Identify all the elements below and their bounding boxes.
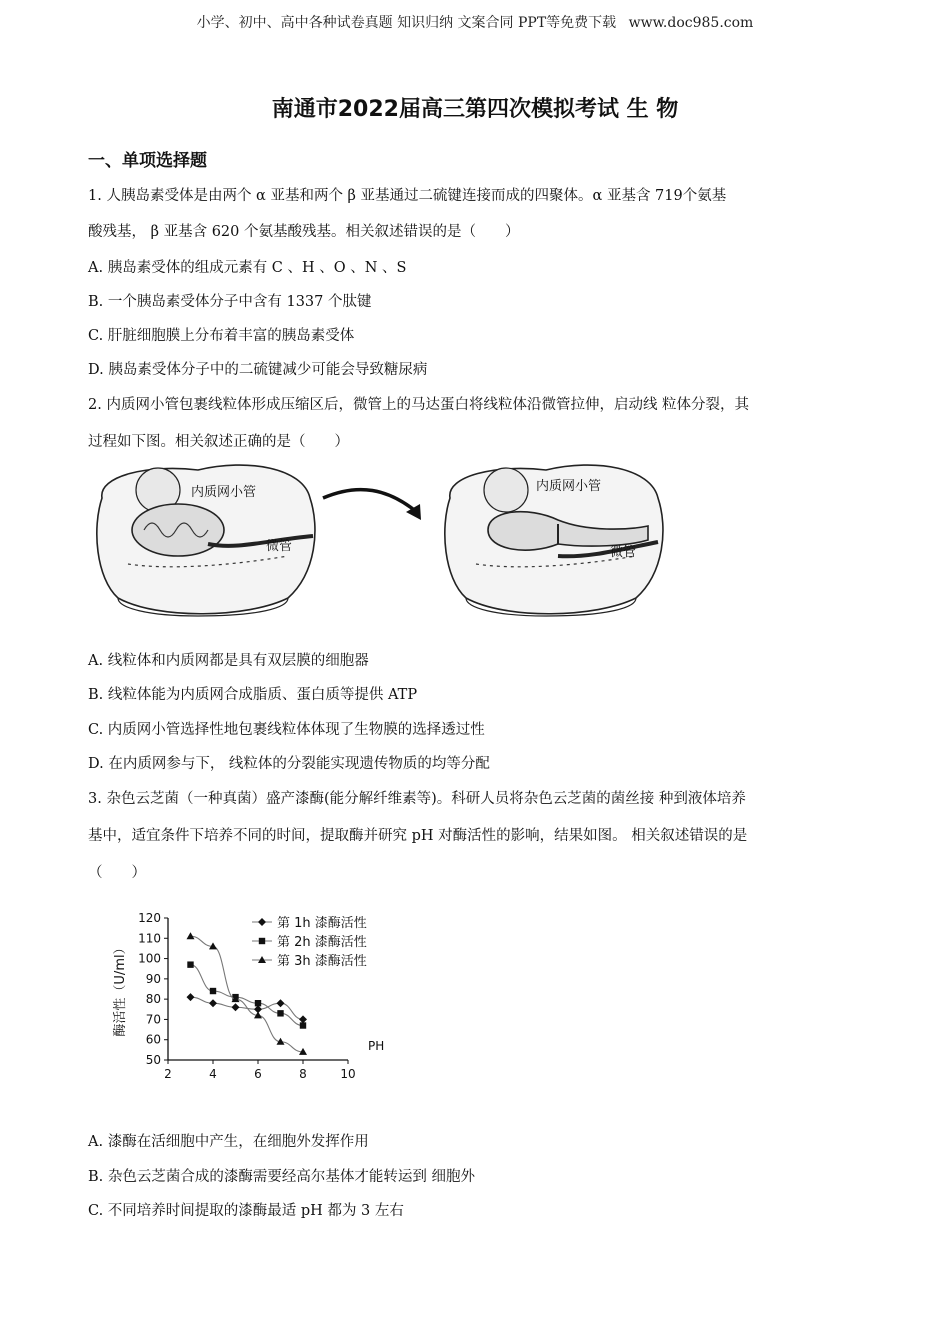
q2-stem-line1: 2. 内质网小管包裹线粒体形成压缩区后，微管上的马达蛋白将线粒体沿微管拉伸，启动线 粒体分裂，其 xyxy=(88,397,750,413)
q2-option-b: B. 线粒体能为内质网合成脂质、蛋白质等提供 ATP xyxy=(88,687,418,703)
y-tick-label: 120 xyxy=(138,911,161,925)
series-2-point xyxy=(210,988,216,994)
y-tick-label: 100 xyxy=(138,951,161,966)
header-url[interactable]: www.doc985.com xyxy=(628,15,754,31)
q1-option-c: C. 肝脏细胞膜上分布着丰富的胰岛素受体 xyxy=(88,328,355,344)
series-2-point xyxy=(300,1022,306,1028)
legend-label-1: 第 1h 漆酶活性 xyxy=(277,916,367,931)
series-1-point xyxy=(187,993,195,1001)
q3-stem-line1: 3. 杂色云芝菌（一种真菌）盛产漆酶(能分解纤维素等)。科研人员将杂色云芝菌的菌丝接 种到液体培养 xyxy=(88,791,746,807)
page-header xyxy=(0,12,950,32)
label-er: 内质网小管 xyxy=(191,485,257,500)
mitochondrion xyxy=(132,504,224,556)
x-axis-title: PH xyxy=(368,1039,385,1053)
x-tick-label: 10 xyxy=(340,1067,356,1081)
x-tick-label: 4 xyxy=(209,1067,217,1081)
y-tick-label: 50 xyxy=(145,1053,161,1067)
legend-label-3: 第 3h 漆酶活性 xyxy=(277,954,367,969)
q1-stem-line1: 1. 人胰岛素受体是由两个 α 亚基和两个 β 亚基通过二硫键连接而成的四聚体。α 亚基含 719个氨基 xyxy=(88,188,727,204)
label-mt: 微管 xyxy=(266,539,293,554)
q3-stem-line2: 基中，适宜条件下培养不同的时间，提取酶并研究 pH 对酶活性的影响，结果如图。 相关叙述错误的是 xyxy=(88,828,748,844)
q1-option-b: B. 一个胰岛素受体分子中含有 1337 个肽键 xyxy=(88,294,372,310)
series-3-point xyxy=(187,932,195,939)
q3-option-c: C. 不同培养时间提取的漆酶最适 pH 都为 3 左右 xyxy=(88,1203,404,1219)
series-1-point xyxy=(232,1003,240,1011)
label-mt-right: 微管 xyxy=(610,545,637,560)
cell-before xyxy=(97,465,315,616)
legend-marker-1 xyxy=(258,918,266,926)
q3-option-b: B. 杂色云芝菌合成的漆酶需要经高尔基体才能转运到 细胞外 xyxy=(88,1169,475,1185)
series-2-point xyxy=(277,1010,283,1016)
q2-stem-line2: 过程如下图。相关叙述正确的是（ ） xyxy=(88,434,349,450)
q2-option-d: D. 在内质网参与下， 线粒体的分裂能实现遗传物质的均等分配 xyxy=(88,756,490,772)
series-1-point xyxy=(209,999,217,1007)
series-1-point xyxy=(299,1015,307,1023)
q3-stem-line3: （ ） xyxy=(88,865,146,881)
mitochondria-division-figure xyxy=(88,458,678,618)
x-tick-label: 6 xyxy=(254,1067,262,1081)
y-axis-title: 酶活性（U/ml） xyxy=(113,941,128,1037)
header-left-text: 小学、初中、高中各种试卷真题 知识归纳 文案合同 PPT等免费下载 xyxy=(196,15,617,31)
series-2-point xyxy=(255,1000,261,1006)
x-tick-label: 2 xyxy=(164,1067,172,1081)
y-tick-label: 60 xyxy=(145,1032,161,1047)
x-tick-label: 8 xyxy=(299,1067,307,1081)
q3-option-a: A. 漆酶在活细胞中产生，在细胞外发挥作用 xyxy=(88,1134,369,1150)
q1-option-d: D. 胰岛素受体分子中的二硫键减少可能会导致糖尿病 xyxy=(88,362,428,378)
y-tick-label: 80 xyxy=(145,992,161,1007)
enzyme-activity-chart xyxy=(100,900,420,1100)
section-heading: 一、单项选择题 xyxy=(88,151,207,171)
q2-option-a: A. 线粒体和内质网都是具有双层膜的细胞器 xyxy=(88,653,369,669)
y-tick-label: 70 xyxy=(145,1012,161,1027)
y-tick-label: 90 xyxy=(145,971,161,986)
legend-label-2: 第 2h 漆酶活性 xyxy=(277,935,367,950)
q1-stem-line2: 酸残基， β 亚基含 620 个氨基酸残基。相关叙述错误的是（ ） xyxy=(88,224,520,240)
q1-option-a: A. 胰岛素受体的组成元素有 C 、H 、O 、N 、S xyxy=(88,260,407,276)
chart-legend xyxy=(252,915,367,969)
y-tick-label: 110 xyxy=(138,931,161,946)
series-line-2 xyxy=(191,965,304,1026)
series-1-point xyxy=(277,999,285,1007)
label-er-right: 内质网小管 xyxy=(536,479,602,494)
legend-marker-2 xyxy=(259,938,265,944)
cell-after xyxy=(445,465,663,616)
page-title: 南通市2022届高三第四次模拟考试 生 物 xyxy=(271,97,679,122)
q2-option-c: C. 内质网小管选择性地包裹线粒体体现了生物膜的选择透过性 xyxy=(88,722,485,738)
chart-series xyxy=(187,932,308,1055)
process-arrow xyxy=(323,490,418,513)
series-2-point xyxy=(187,961,193,967)
